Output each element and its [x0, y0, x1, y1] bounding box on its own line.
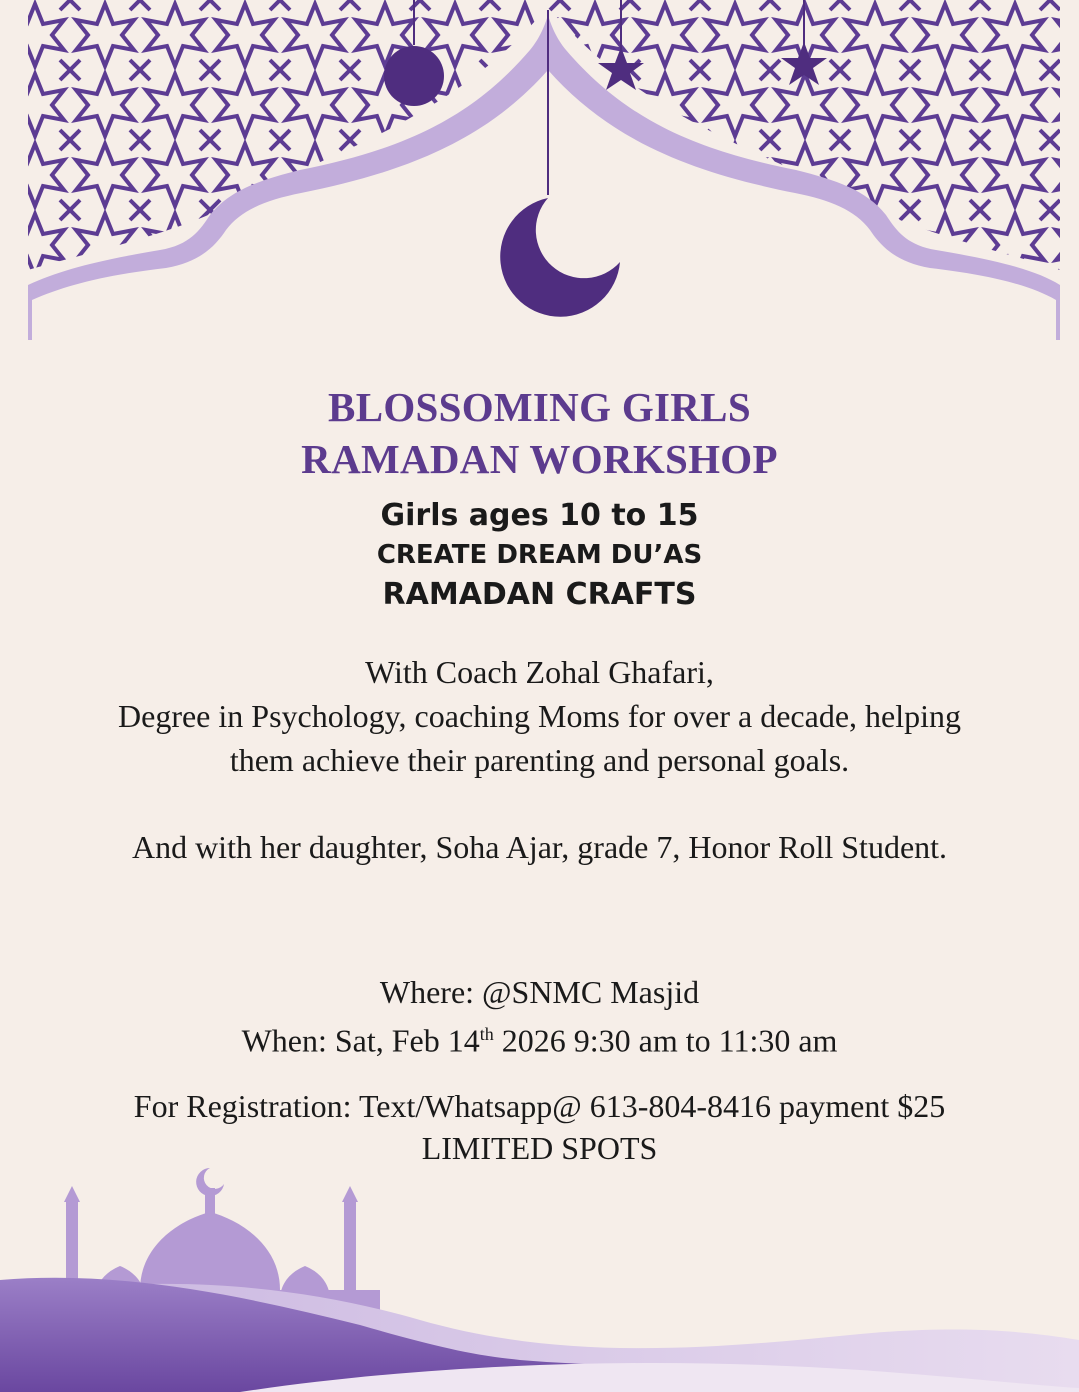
event-hours: 2026 9:30 am to 11:30 am	[493, 1022, 838, 1059]
event-date: When: Sat, Feb 14	[241, 1022, 480, 1059]
crescent-moon-icon	[500, 198, 620, 317]
ages-subtitle: Girls ages 10 to 15	[380, 498, 699, 533]
event-time	[0, 1012, 1079, 1063]
activity-duas: CREATE DREAM DU’AS	[376, 540, 703, 570]
crescent-small-icon	[196, 1168, 224, 1196]
bottom-decoration	[0, 1150, 1079, 1392]
coach-bio-line-1: Degree in Psychology, coaching Moms for over a decade, helping	[118, 698, 961, 734]
coach-intro: With Coach Zohal Ghafari,	[365, 654, 714, 690]
title-line-1: BLOSSOMING GIRLS	[328, 384, 751, 430]
daughter-info: And with her daughter, Soha Ajar, grade 7, Honor Roll Student.	[131, 829, 948, 865]
coach-bio-line-2: them achieve their parenting and personal goals.	[229, 742, 850, 778]
registration-info: For Registration: Text/Whatsapp@ 613-804-8416 payment $25	[133, 1088, 946, 1124]
event-location: Where: @SNMC Masjid	[379, 974, 700, 1010]
title-line-2: RAMADAN WORKSHOP	[301, 436, 778, 482]
activity-crafts: RAMADAN CRAFTS	[382, 577, 697, 612]
hanging-ornament-icon	[384, 46, 444, 106]
limited-spots: LIMITED SPOTS	[421, 1130, 658, 1166]
top-decoration	[0, 0, 1079, 350]
date-suffix: th	[479, 1024, 494, 1044]
